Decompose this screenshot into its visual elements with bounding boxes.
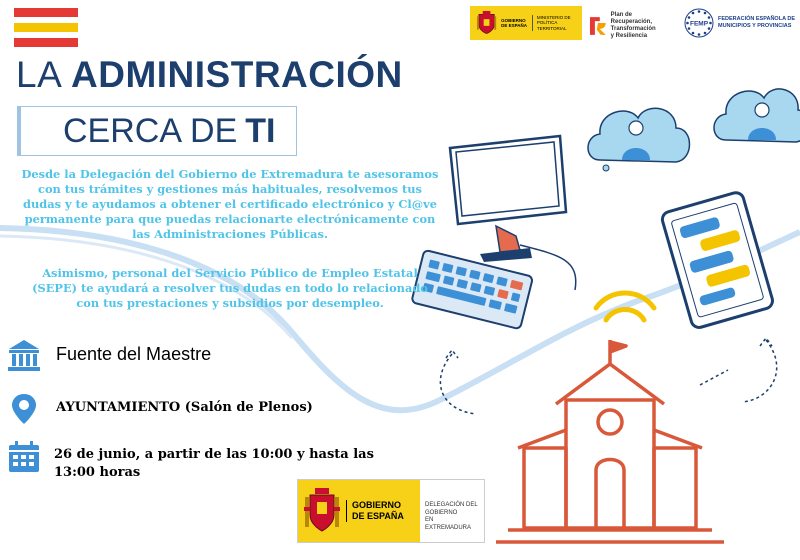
main-title [16,54,403,96]
subtitle-ti: TI [245,111,276,150]
prtr-mark-icon [588,15,608,37]
subtitle-cerca: CERCA [63,111,183,150]
femp-stars-icon [684,8,714,38]
prtr-line1: Plan de Recuperación, [610,12,653,26]
tablet-illustration [661,191,775,330]
cloud-avatar-left [588,108,690,171]
subtitle-box [17,106,297,156]
bottom-deleg-line1: DELEGACIÓN DEL [425,502,478,508]
bottom-de-espana: DE ESPAÑA [352,511,404,521]
sepe-paragraph: Asimismo, personal del Servicio Público de Empleo Estatal (SEPE) te ayudará a resolver tus dudas en todo lo relacionado con tus prestaciones y subsidios por desempleo. [32,266,428,310]
intro-paragraph: Desde la Delegación del Gobierno de Extremadura te asesoramos con tus trámites y gestiones más habituales, resolvemos tus dudas y te ayudamos a obtener el certificado electrónico y Cl@ve permanente para que puedas relacionarte electrónicamente con las Administraciones Públicas. [21,167,439,241]
femp-line1: FEDERACIÓN ESPAÑOLA DE [718,16,796,23]
event-place-row [6,392,313,426]
event-town-row [6,338,211,372]
bottom-deleg-line2: GOBIERNO [425,509,458,516]
plan-recuperacion-logo [588,12,674,40]
town-hall-illustration [496,340,724,542]
event-place: AYUNTAMIENTO (Salón de Plenos) [56,400,313,415]
coat-of-arms-icon [476,10,497,36]
cloud-avatar-right [714,89,800,142]
event-town: Fuente del Maestre [56,344,212,364]
coat-of-arms-icon [304,487,340,535]
ministerio-label: MINISTERIO DE POLÍTICA TERRITORIAL [532,15,582,31]
delegacion-gobierno-logo [297,479,485,543]
femp-badge-text: FEMP [689,20,709,28]
city-hall-icon [6,338,42,372]
title-la: LA [16,54,61,95]
map-pin-icon [6,392,42,426]
prtr-line2: Transformación [610,26,656,32]
header-logos [470,6,796,42]
spain-flag-stripes [14,8,78,53]
event-date: 26 de junio, a partir de las 10:00 y hasta las 13:00 horas [54,447,374,480]
subtitle-de: DE [190,111,238,150]
event-date-row [6,440,414,482]
title-administracion: ADMINISTRACIÓN [71,54,403,95]
femp-logo [684,6,796,40]
calendar-icon [6,440,42,474]
gobierno-espana-label: GOBIERNO DE ESPAÑA [501,17,528,28]
gobierno-espana-ministerio-logo [470,6,582,40]
femp-line2: MUNICIPIOS Y PROVINCIAS [718,23,792,29]
bottom-gobierno: GOBIERNO [352,500,402,511]
prtr-line3: y Resiliencia [610,32,648,39]
bottom-deleg-line3: EN EXTREMADURA [425,517,472,531]
